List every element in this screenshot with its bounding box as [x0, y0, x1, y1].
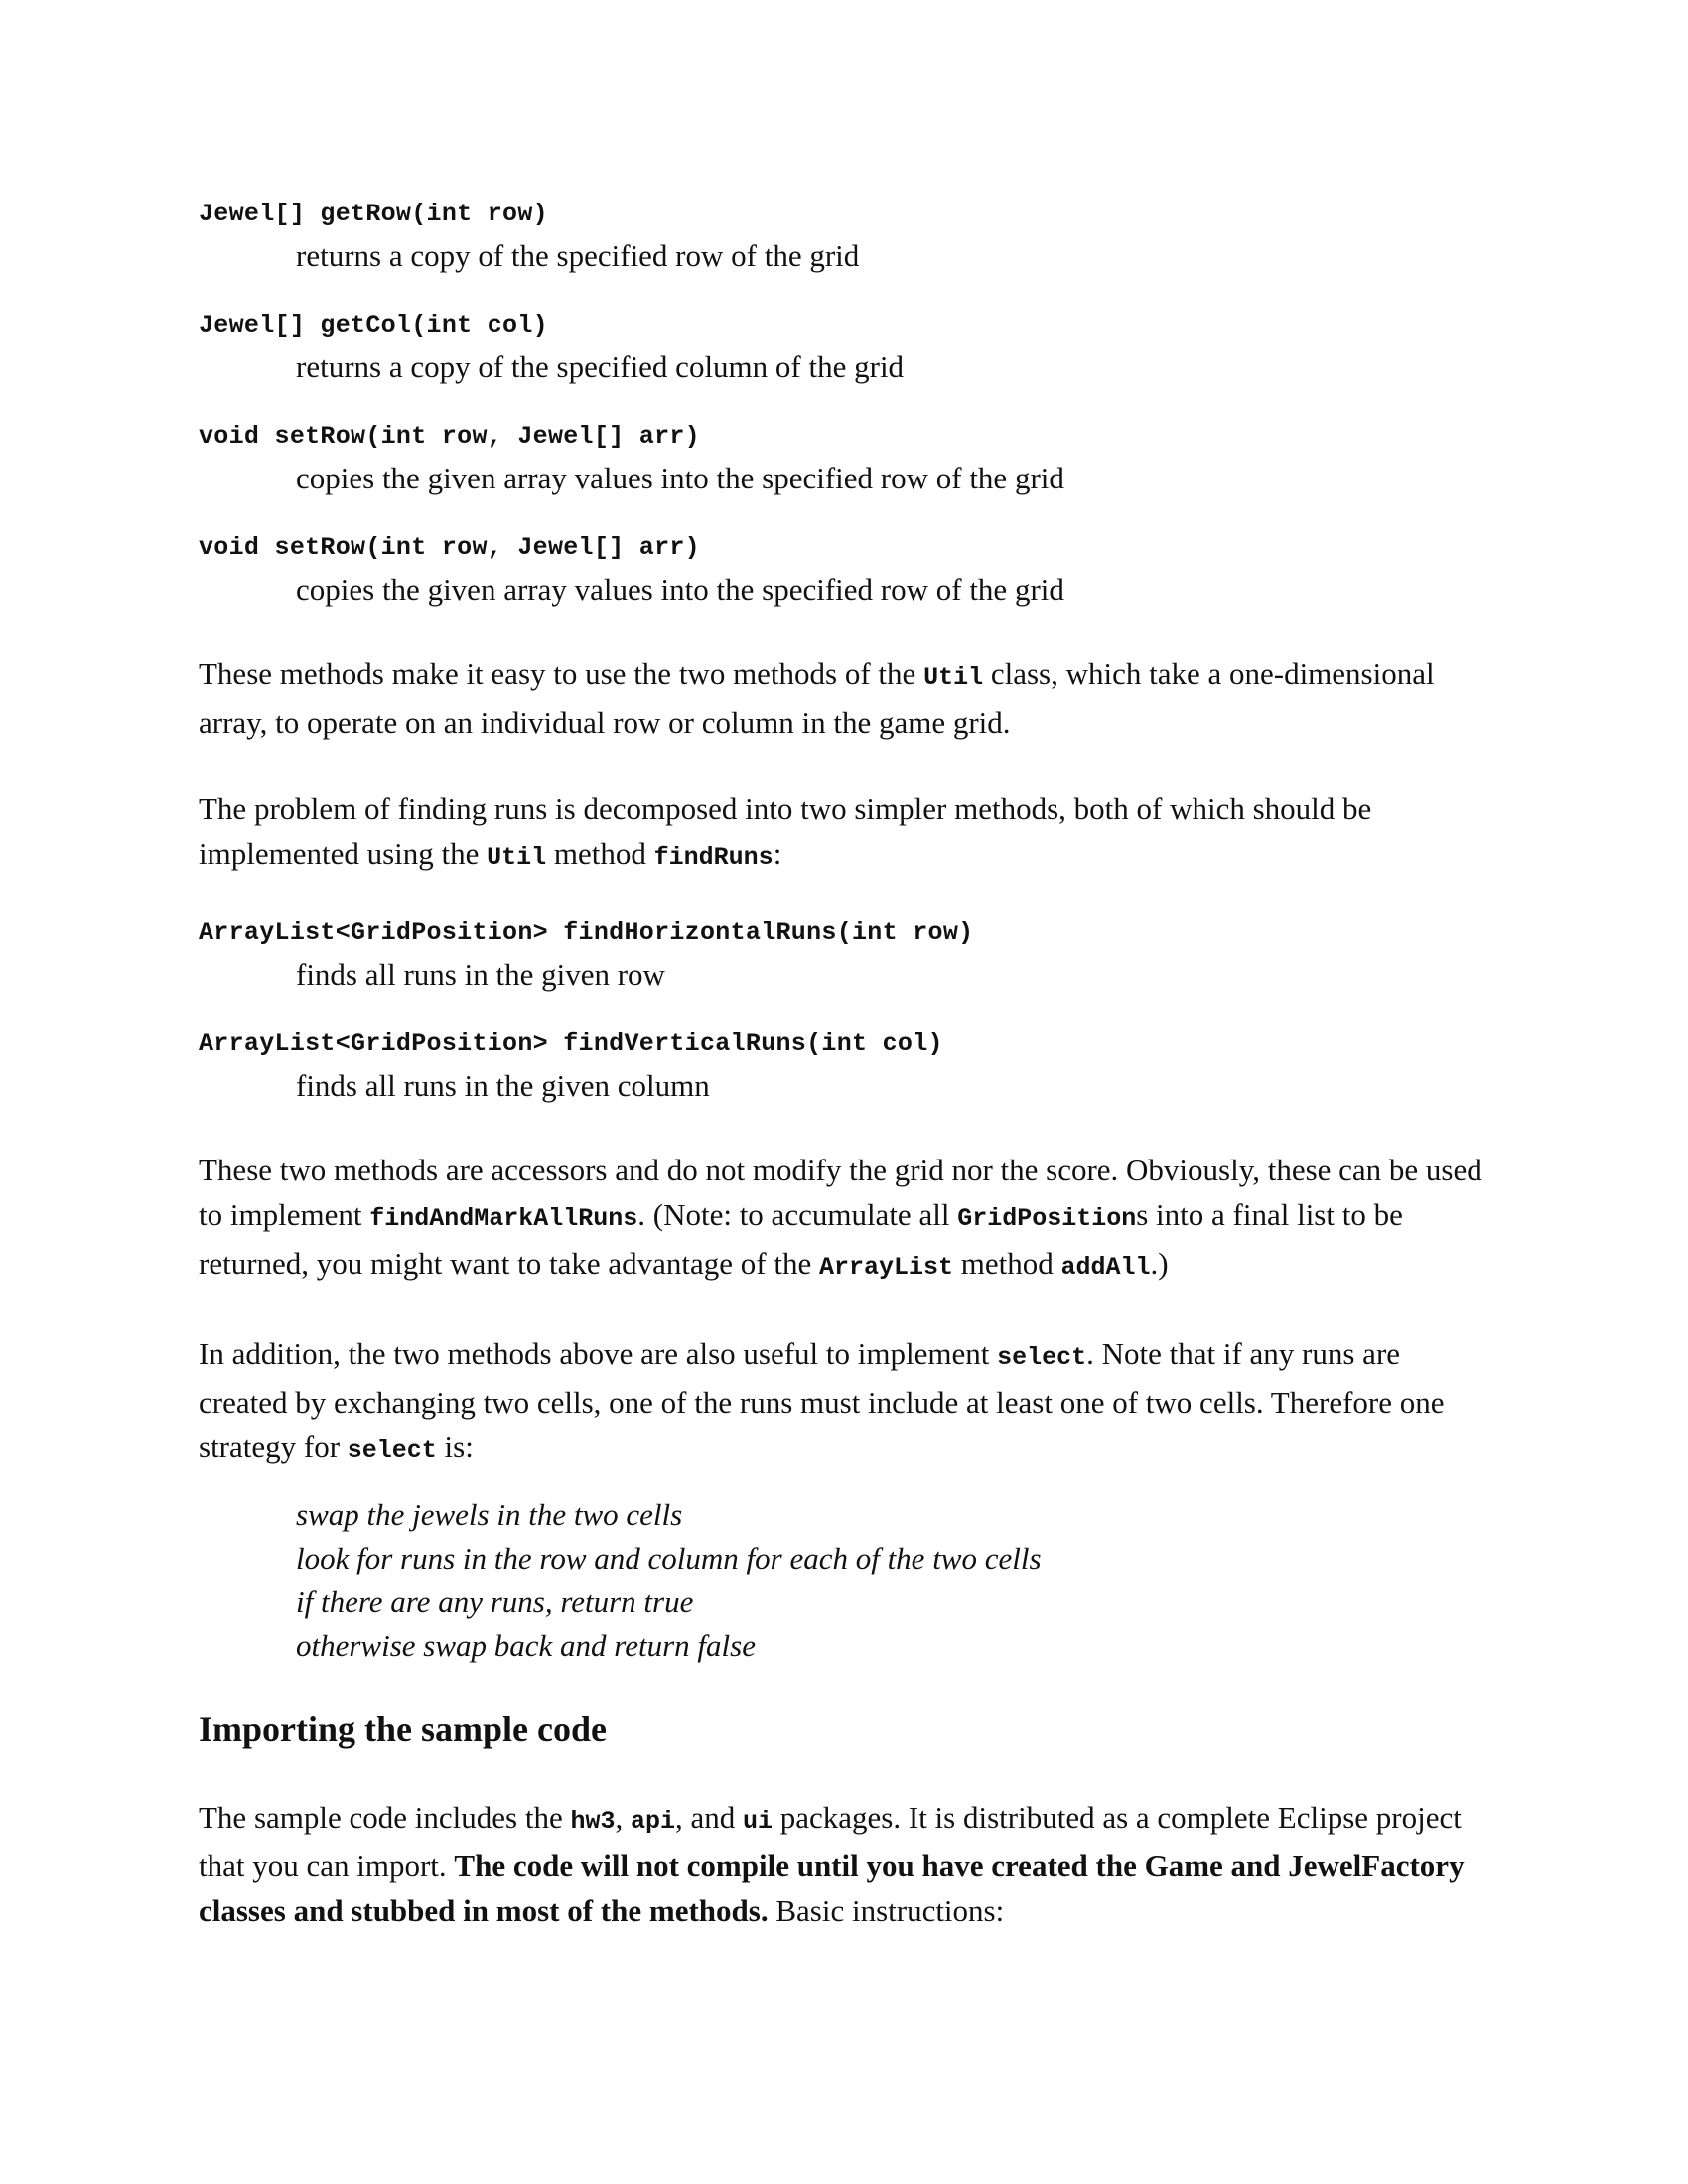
text: Basic instructions: — [768, 1893, 1005, 1928]
text: method — [546, 836, 654, 871]
paragraph-finding-runs — [199, 786, 1489, 880]
paragraph-accessors — [199, 1148, 1489, 1290]
method-description: finds all runs in the given row — [296, 957, 665, 992]
text: s into a final list to be returned, you might want to take advantage of the — [199, 1197, 1403, 1281]
paragraph-select — [199, 1331, 1489, 1473]
text: , — [615, 1800, 631, 1835]
method-findhorizontalruns — [199, 913, 1489, 997]
method-setrow — [199, 417, 1489, 500]
inline-code: ArrayList — [818, 1253, 953, 1282]
inline-code: Util — [487, 843, 547, 872]
document-page — [199, 195, 1489, 1975]
inline-code: select — [347, 1436, 437, 1465]
text: class, which take a one-dimensional array, to operate on an individual row or column in the game grid. — [199, 656, 1435, 740]
paragraph-sample-code — [199, 1795, 1489, 1933]
method-setrow-duplicate — [199, 528, 1489, 612]
text: In addition, the two methods above are also useful to implement — [199, 1336, 998, 1371]
method-signature: void setRow(int row, Jewel[] arr) — [199, 533, 700, 562]
text: These two methods are accessors and do not modify the grid nor the score. Obviously, these can be used to implement — [199, 1153, 1482, 1232]
method-getrow — [199, 195, 1489, 278]
inline-code: api — [630, 1807, 675, 1836]
text: is: — [436, 1430, 474, 1464]
method-getcol — [199, 306, 1489, 389]
method-findverticalruns — [199, 1024, 1489, 1108]
inline-code: Util — [923, 663, 984, 692]
method-signature: ArrayList<GridPosition> findHorizontalRuns(int row) — [199, 918, 974, 947]
method-signature: ArrayList<GridPosition> findVerticalRuns(int col) — [199, 1029, 943, 1058]
method-description: returns a copy of the specified row of the grid — [296, 238, 860, 273]
inline-code: hw3 — [570, 1807, 616, 1836]
method-signature: void setRow(int row, Jewel[] arr) — [199, 422, 700, 451]
inline-code: GridPosition — [957, 1204, 1137, 1233]
inline-code: select — [997, 1343, 1087, 1372]
text: : — [773, 836, 782, 871]
pseudocode-line: otherwise swap back and return false — [296, 1628, 756, 1663]
method-description: finds all runs in the given column — [296, 1068, 710, 1103]
text: The problem of finding runs is decomposed into two simpler methods, both of which should be implemented using the — [199, 791, 1372, 871]
method-description: copies the given array values into the specified row of the grid — [296, 572, 1064, 607]
paragraph-util-methods — [199, 651, 1489, 745]
text: .) — [1150, 1246, 1169, 1281]
method-description: returns a copy of the specified column of the grid — [296, 349, 905, 384]
pseudocode-block — [296, 1493, 1489, 1668]
inline-code: ui — [743, 1807, 774, 1836]
method-description: copies the given array values into the specified row of the grid — [296, 461, 1064, 495]
section-heading: Importing the sample code — [199, 1709, 607, 1749]
bold-text: The code will not compile until you have created the Game and JewelFactory classes and stubbed in most of the methods. — [199, 1848, 1465, 1928]
text: . (Note: to accumulate all — [637, 1197, 958, 1232]
pseudocode-line: look for runs in the row and column for each of the two cells — [296, 1541, 1042, 1575]
text: These methods make it easy to use the two methods of the — [199, 656, 924, 691]
text: packages. It is distributed as a complete Eclipse project that you can import. — [199, 1800, 1462, 1883]
pseudocode-line: if there are any runs, return true — [296, 1584, 694, 1619]
pseudocode-line: swap the jewels in the two cells — [296, 1497, 683, 1532]
method-signature: Jewel[] getCol(int col) — [199, 311, 548, 340]
method-signature: Jewel[] getRow(int row) — [199, 200, 548, 228]
inline-code: addAll — [1060, 1253, 1151, 1282]
inline-code: findRuns — [653, 843, 774, 872]
text: . Note that if any runs are created by exchanging two cells, one of the runs must include at least one of two cells. Therefore one strategy for — [199, 1336, 1445, 1464]
text: method — [953, 1246, 1061, 1281]
text: The sample code includes the — [199, 1800, 571, 1835]
text: , and — [674, 1800, 743, 1835]
inline-code: findAndMarkAllRuns — [369, 1204, 638, 1233]
